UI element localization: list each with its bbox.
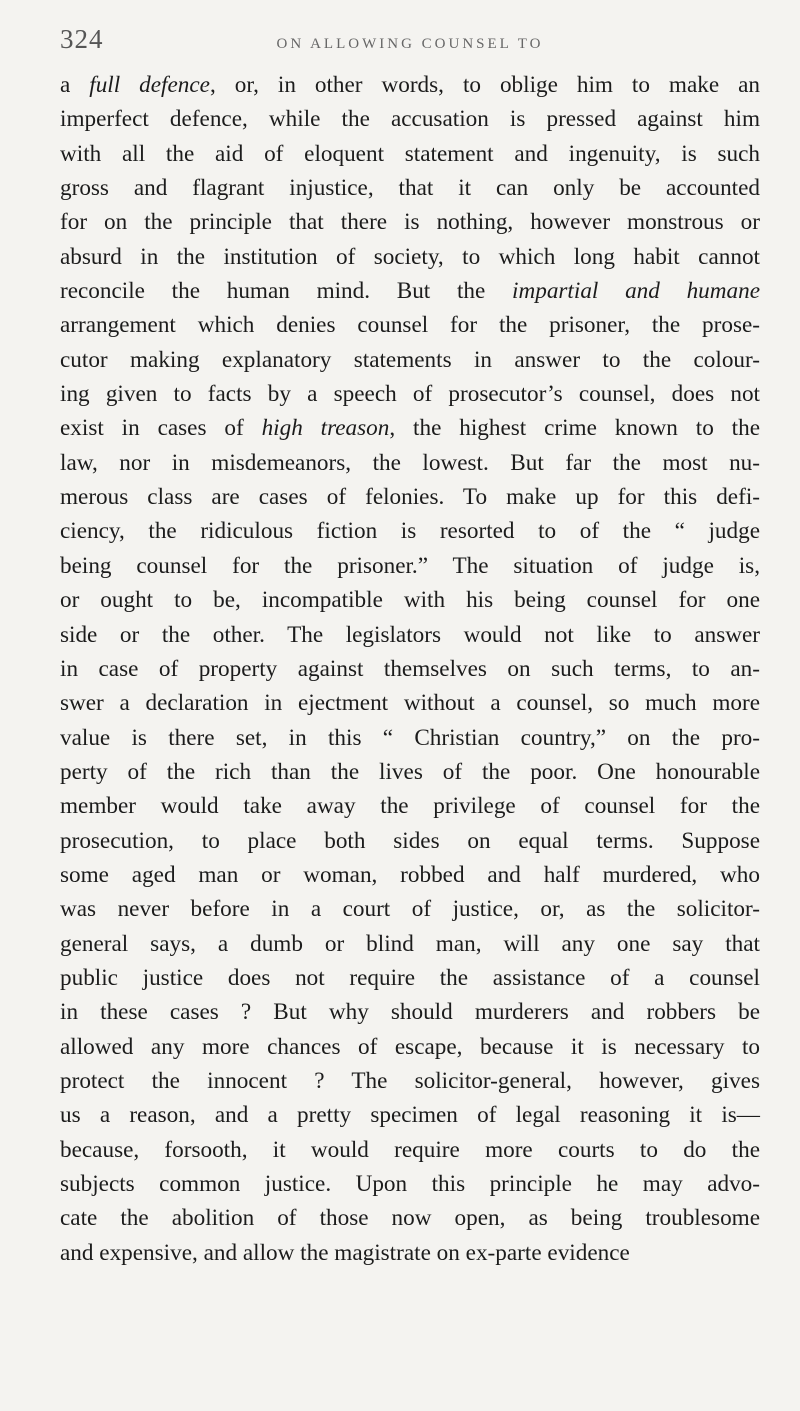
text-run: member would take away the privilege of counsel for the: [60, 793, 760, 820]
text-line: [60, 68, 760, 102]
text-line: [60, 343, 760, 377]
text-run: value is there set, in this “ Christian country,” on the pro-: [60, 724, 760, 751]
text-line: [60, 480, 760, 514]
text-run: absurd in the institution of society, to which long habit cannot: [60, 243, 760, 270]
text-run: ing given to facts by a speech of prosecutor’s counsel, does not: [60, 381, 760, 408]
text-run: arrangement which denies counsel for the prisoner, the prose-: [60, 312, 760, 339]
text-line: [60, 411, 760, 445]
page-number: 324: [60, 24, 104, 54]
text-run: protect the innocent ? The solicitor-general, however, gives: [60, 1067, 760, 1094]
text-line: [60, 1064, 760, 1098]
text-line: [60, 308, 760, 342]
text-run: subjects common justice. Upon this principle he may advo-: [60, 1171, 760, 1197]
running-head: ON ALLOWING COUNSEL TO: [276, 36, 544, 52]
text-line: [60, 995, 760, 1029]
text-line: [60, 892, 760, 926]
text-run: merous class are cases of felonies. To make up for this defi-: [60, 484, 760, 511]
text-run: prosecution, to place both sides on equal terms. Suppose: [60, 827, 760, 854]
text-line: [60, 686, 760, 720]
text-line: [60, 1201, 760, 1235]
text-line: [60, 652, 760, 686]
text-line: [60, 549, 760, 583]
italic-text: full defence: [89, 72, 210, 98]
text-run: ciency, the ridiculous fiction is resorted to of the “ judge: [60, 518, 760, 545]
text-line: [60, 171, 760, 205]
text-run: a: [60, 72, 90, 98]
text-run: swer a declaration in ejectment without a counsel, so much more: [60, 690, 760, 717]
text-line: [60, 274, 760, 308]
text-line: [60, 1098, 760, 1132]
text-run: imperfect defence, while the accusation is pressed against him: [60, 106, 760, 133]
italic-text: high treason: [261, 415, 390, 442]
text-run: and expensive, and allow the magistrate on ex-parte evidence: [60, 1239, 630, 1266]
text-run: , or, in other words, to oblige him to make an: [209, 72, 760, 98]
text-line: [60, 721, 760, 755]
italic-text: impartial and humane: [512, 278, 760, 305]
text-line: [60, 240, 760, 274]
text-line: [60, 961, 760, 995]
text-line: [60, 927, 760, 961]
text-line: [60, 1167, 760, 1201]
text-line: [60, 102, 760, 136]
text-run: allowed any more chances of escape, because it is necessary to: [60, 1033, 760, 1060]
text-run: public justice does not require the assistance of a counsel: [60, 964, 760, 991]
text-run: reconcile the human mind. But the: [60, 278, 513, 305]
text-line: [60, 1030, 760, 1064]
text-run: exist in cases of: [60, 415, 262, 442]
text-run: being counsel for the prisoner.” The situation of judge is,: [60, 552, 760, 579]
text-line: [60, 618, 760, 652]
text-run: in case of property against themselves on such terms, to an-: [60, 655, 760, 682]
text-line: [60, 446, 760, 480]
text-line: [60, 377, 760, 411]
text-line: [60, 789, 760, 823]
body-text: [60, 68, 760, 1270]
text-run: for on the principle that there is nothing, however monstrous or: [60, 209, 760, 236]
page-header: [60, 24, 760, 64]
text-run: side or the other. The legislators would not like to answer: [60, 621, 760, 648]
text-run: law, nor in misdemeanors, the lowest. But far the most nu-: [60, 449, 760, 476]
text-line: [60, 1133, 760, 1167]
text-line: [60, 858, 760, 892]
text-line: [60, 1236, 760, 1270]
text-line: [60, 137, 760, 171]
text-run: with all the aid of eloquent statement and ingenuity, is such: [60, 140, 760, 167]
text-run: us a reason, and a pretty specimen of legal reasoning it is—: [60, 1102, 760, 1129]
text-line: [60, 755, 760, 789]
text-run: because, forsooth, it would require more courts to do the: [60, 1136, 760, 1163]
text-run: gross and flagrant injustice, that it can only be accounted: [60, 175, 760, 202]
text-line: [60, 205, 760, 239]
text-line: [60, 824, 760, 858]
text-run: some aged man or woman, robbed and half murdered, who: [60, 861, 760, 888]
text-run: was never before in a court of justice, or, as the solicitor-: [60, 896, 760, 923]
text-run: or ought to be, incompatible with his being counsel for one: [60, 587, 760, 614]
text-run: , the highest crime known to the: [389, 415, 760, 442]
text-line: [60, 583, 760, 617]
text-run: general says, a dumb or blind man, will any one say that: [60, 930, 760, 957]
text-run: cate the abolition of those now open, as being troublesome: [60, 1205, 760, 1232]
text-run: in these cases ? But why should murderers and robbers be: [60, 999, 760, 1026]
text-run: cutor making explanatory statements in answer to the colour-: [60, 346, 760, 373]
text-line: [60, 514, 760, 548]
text-run: perty of the rich than the lives of the poor. One honourable: [60, 758, 760, 785]
